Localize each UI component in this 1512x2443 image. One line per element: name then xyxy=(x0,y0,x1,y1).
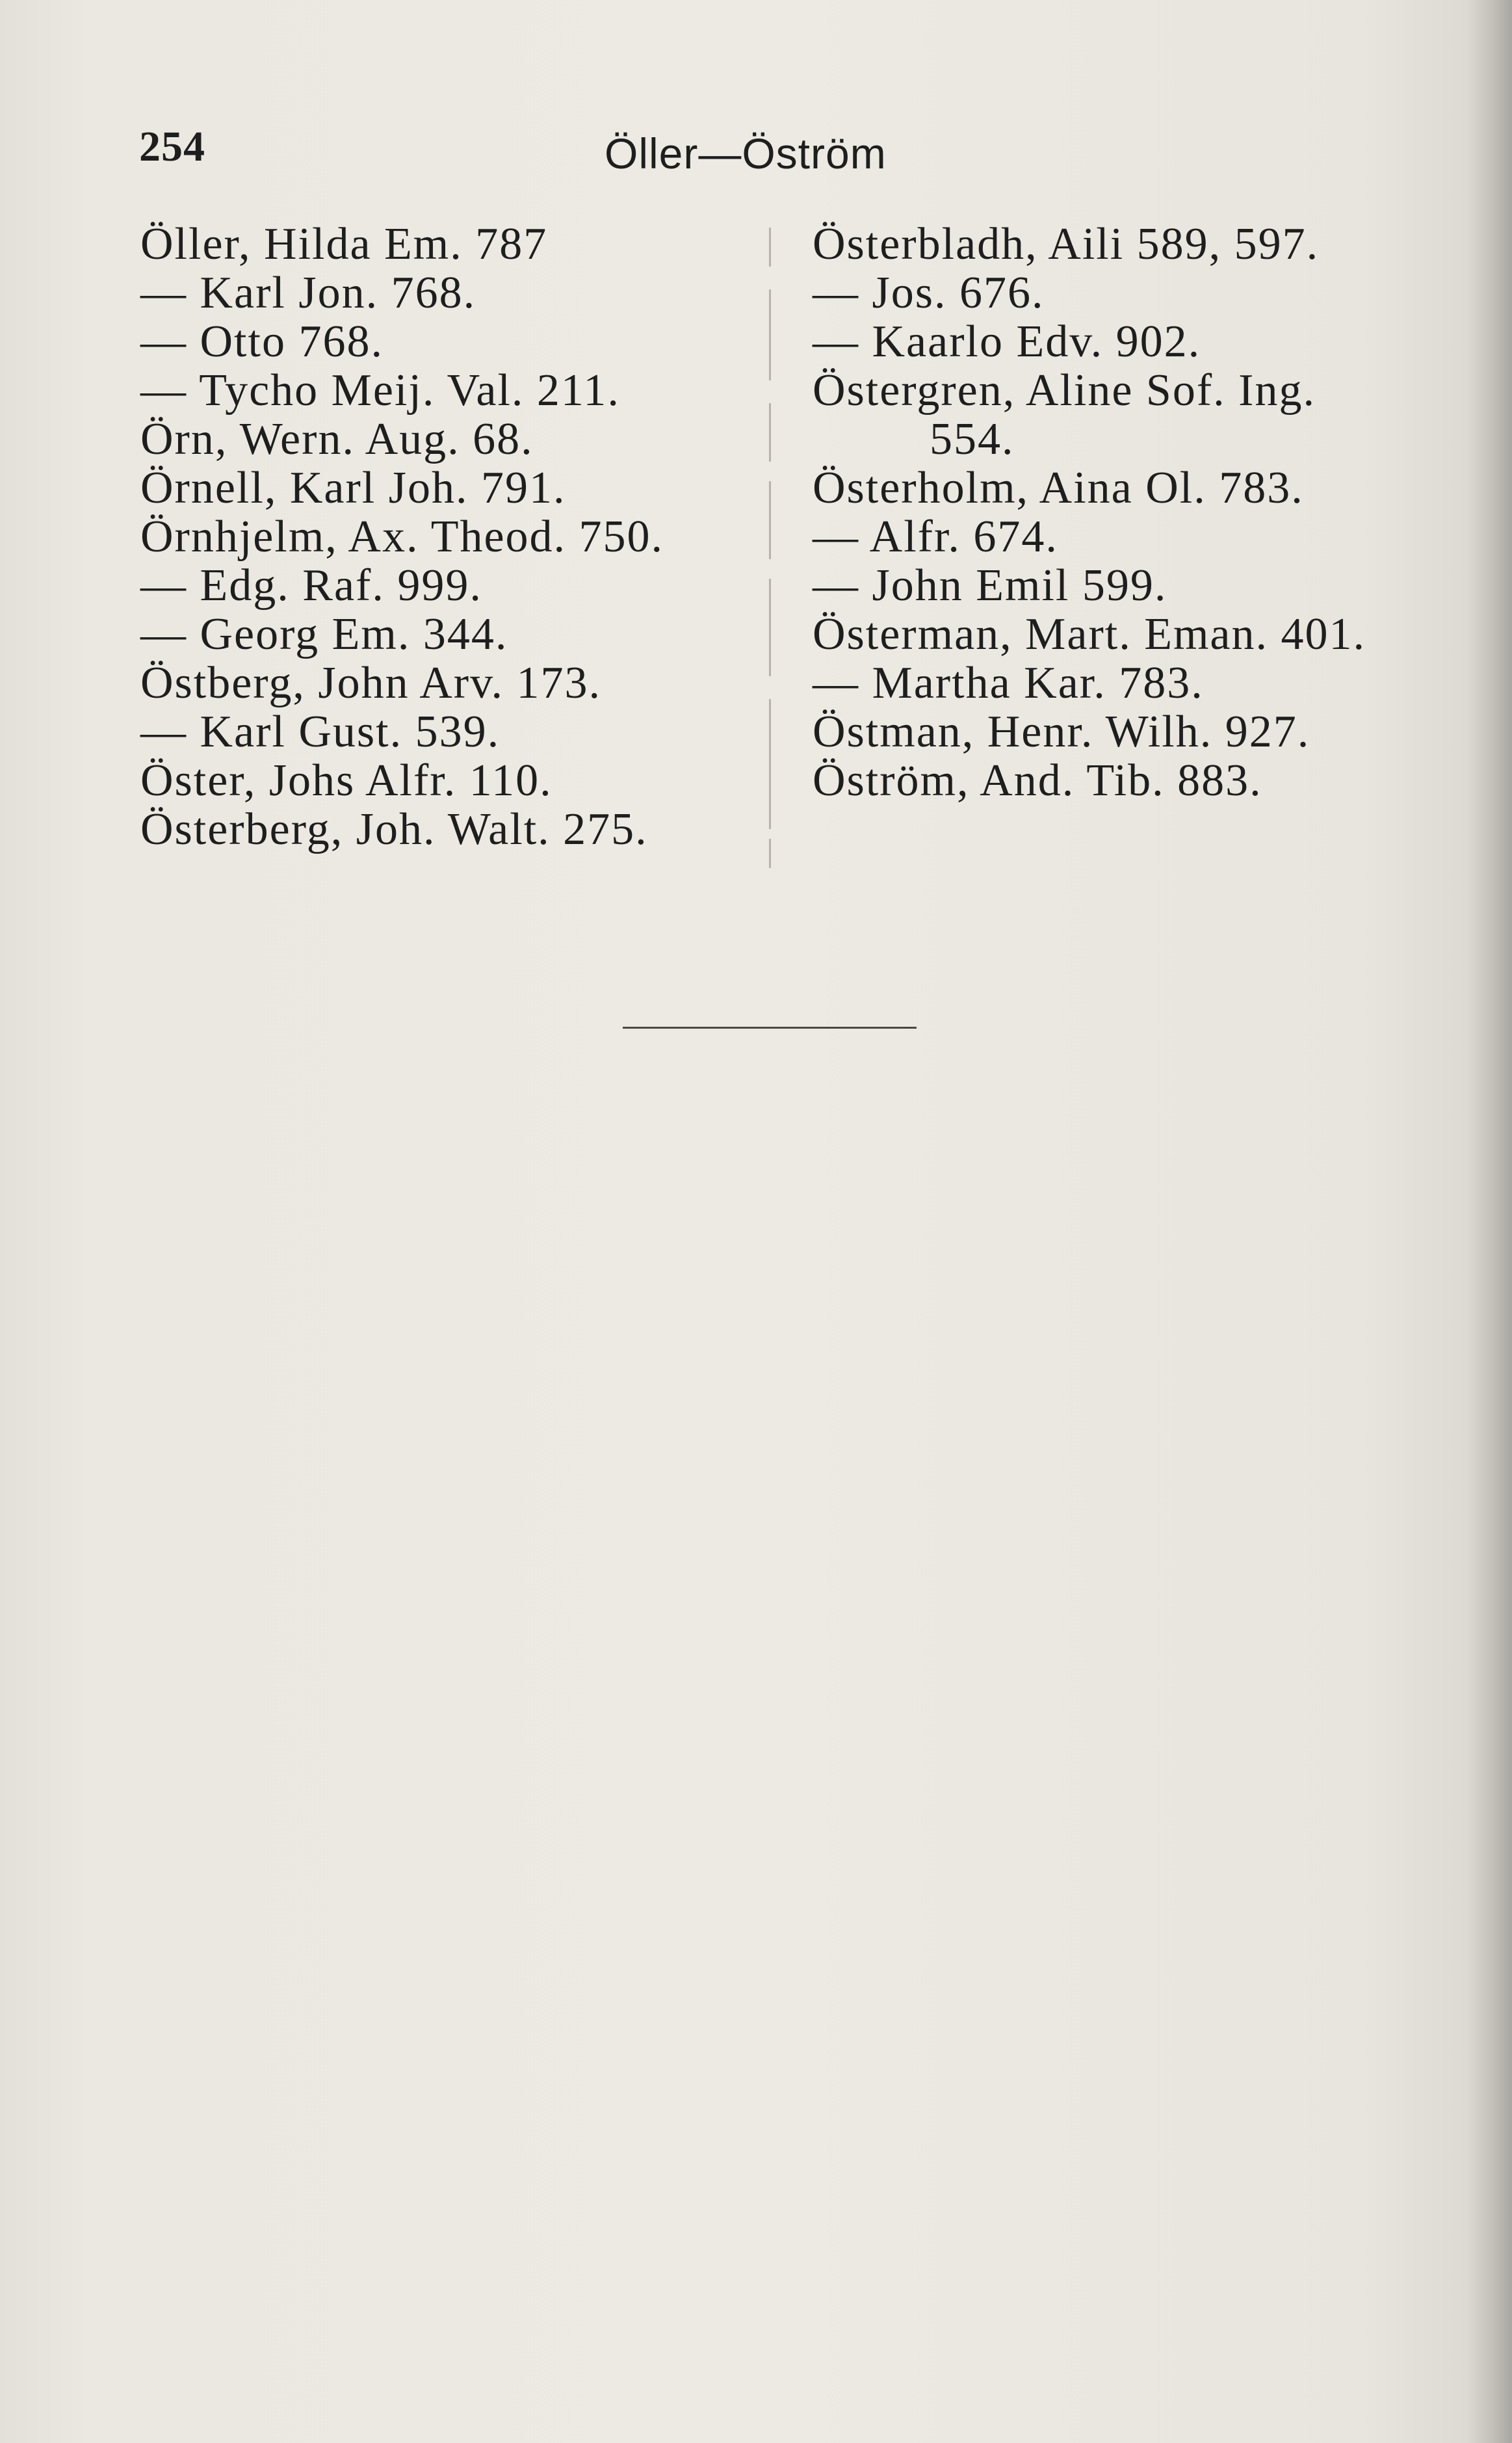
index-entry: — Karl Jon. 768. xyxy=(140,268,476,318)
index-entry: — Edg. Raf. 999. xyxy=(140,561,482,611)
index-entry: — Tycho Meij. Val. 211. xyxy=(140,365,620,416)
index-entry: Örnhjelm, Ax. Theod. 750. xyxy=(140,512,664,562)
index-entry: Örnell, Karl Joh. 791. xyxy=(140,463,566,513)
column-divider xyxy=(769,289,771,380)
page-edge-shadow xyxy=(1466,0,1512,2443)
index-entry: Öller, Hilda Em. 787 xyxy=(140,219,548,269)
index-entry-continuation: 554. xyxy=(930,414,1015,464)
index-entry: — Georg Em. 344. xyxy=(140,609,508,659)
index-entry: Östergren, Aline Sof. Ing. xyxy=(813,365,1316,416)
index-entry: Österman, Mart. Eman. 401. xyxy=(813,609,1366,659)
column-divider xyxy=(769,403,771,462)
index-entry: — Karl Gust. 539. xyxy=(140,707,501,757)
end-rule xyxy=(623,1027,917,1029)
index-entry: — Otto 768. xyxy=(140,317,384,367)
left-column xyxy=(140,220,751,854)
column-divider xyxy=(769,481,771,559)
index-entry: Österbladh, Aili 589, 597. xyxy=(813,219,1320,269)
column-divider xyxy=(769,579,771,676)
index-entry: Östberg, John Arv. 173. xyxy=(140,658,602,708)
index-entry: — Kaarlo Edv. 902. xyxy=(813,317,1201,367)
right-column xyxy=(813,220,1469,805)
running-head: Öller—Öström xyxy=(605,129,887,178)
index-entry: Öster, Johs Alfr. 110. xyxy=(140,756,553,806)
index-entry: Östman, Henr. Wilh. 927. xyxy=(813,707,1310,757)
index-entry: — Alfr. 674. xyxy=(813,512,1058,562)
column-divider xyxy=(769,839,771,868)
index-entry: Österberg, Joh. Walt. 275. xyxy=(140,804,648,854)
index-entry: Österholm, Aina Ol. 783. xyxy=(813,463,1304,513)
index-entry: — Martha Kar. 783. xyxy=(813,658,1204,708)
index-entry: Öström, And. Tib. 883. xyxy=(813,756,1262,806)
index-entry: — Jos. 676. xyxy=(813,268,1045,318)
column-divider xyxy=(769,228,771,267)
column-divider xyxy=(769,699,771,829)
index-entry: Örn, Wern. Aug. 68. xyxy=(140,414,534,464)
page-number: 254 xyxy=(139,123,205,170)
index-entry: — John Emil 599. xyxy=(813,561,1167,611)
